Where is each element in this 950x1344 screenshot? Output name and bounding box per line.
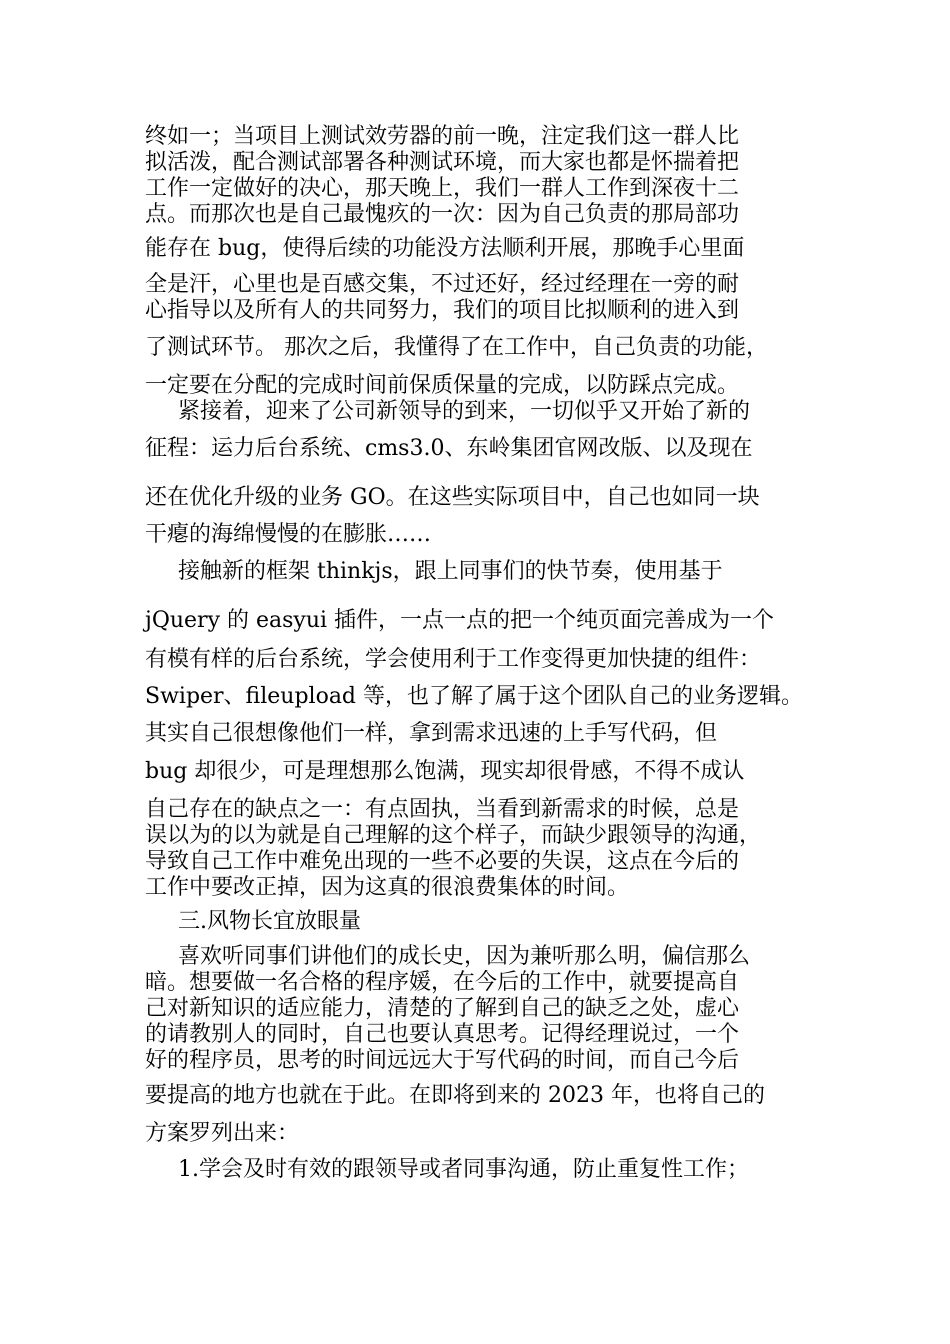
text-line: 终如一；当项目上测试效劳器的前一晚，注定我们这一群人比 <box>145 124 740 149</box>
text-line: 好的程序员，思考的时间远远大于写代码的时间，而自己今后 <box>145 1048 740 1073</box>
text-line: 工作中要改正掉，因为这真的很浪费集体的时间。 <box>145 875 630 900</box>
text-line: 自己存在的缺点之一：有点固执，当看到新需求的时候，总是 <box>145 797 740 822</box>
text-line: 误以为的以为就是自己理解的这个样子，而缺少跟领导的沟通， <box>145 823 762 848</box>
text-line: 全是汗，心里也是百感交集，不过还好，经过经理在一旁的耐 <box>145 272 740 297</box>
paragraph-first-line: 紧接着，迎来了公司新领导的到来，一切似乎又开始了新的 <box>178 399 751 424</box>
text-line: 方案罗列出来： <box>145 1121 300 1146</box>
text-line: 点。而那次也是自己最愧疚的一次：因为自己负责的那局部功 <box>145 202 740 227</box>
text-line: 导致自己工作中难免出现的一些不必要的失误，这点在今后的 <box>145 849 740 874</box>
text-line: bug 却很少，可是理想那么饱满，现实却很骨感，不得不成认 <box>145 759 745 784</box>
text-line: jQuery 的 easyui 插件，一点一点的把一个纯页面完善成为一个 <box>145 608 775 633</box>
text-line: 工作一定做好的决心，那天晚上，我们一群人工作到深夜十二 <box>145 176 740 201</box>
text-line: 有模有样的后台系统，学会使用利于工作变得更加快捷的组件： <box>145 647 762 672</box>
paragraph-first-line: 接触新的框架 thinkjs，跟上同事们的快节奏，使用基于 <box>178 559 723 584</box>
text-line: 干瘪的海绵慢慢的在膨胀…… <box>145 522 432 547</box>
text-line: 其实自己很想像他们一样，拿到需求迅速的上手写代码，但 <box>145 721 718 746</box>
text-line: 己对新知识的适应能力，清楚的了解到自己的缺乏之处，虚心 <box>145 996 740 1021</box>
list-item: 1.学会及时有效的跟领导或者同事沟通，防止重复性工作； <box>178 1157 749 1182</box>
text-line: 还在优化升级的业务 GO。在这些实际项目中，自己也如同一块 <box>145 485 760 510</box>
text-line: Swiper、fileupload 等，也了解了属于这个团队自己的业务逻辑。 <box>145 684 804 709</box>
paragraph-first-line: 喜欢听同事们讲他们的成长史，因为兼听那么明，偏信那么 <box>178 944 751 969</box>
text-line: 暗。想要做一名合格的程序媛，在今后的工作中，就要提高自 <box>145 970 740 995</box>
text-line: 了测试环节。 那次之后，我懂得了在工作中，自己负责的功能， <box>145 335 768 360</box>
text-line: 一定要在分配的完成时间前保质保量的完成，以防踩点完成。 <box>145 373 740 398</box>
text-line: 能存在 bug，使得后续的功能没方法顺利开展，那晚手心里面 <box>145 236 745 261</box>
section-heading: 三.风物长宜放眼量 <box>178 909 361 934</box>
text-line: 拟活泼，配合测试部署各种测试环境，而大家也都是怀揣着把 <box>145 150 740 175</box>
text-line: 征程：运力后台系统、cms3.0、东岭集团官网改版、以及现在 <box>145 436 753 461</box>
text-line: 要提高的地方也就在于此。在即将到来的 2023 年，也将自己的 <box>145 1083 765 1108</box>
text-line: 心指导以及所有人的共同努力，我们的项目比拟顺利的进入到 <box>145 298 740 323</box>
text-line: 的请教别人的同时，自己也要认真思考。记得经理说过，一个 <box>145 1022 740 1047</box>
